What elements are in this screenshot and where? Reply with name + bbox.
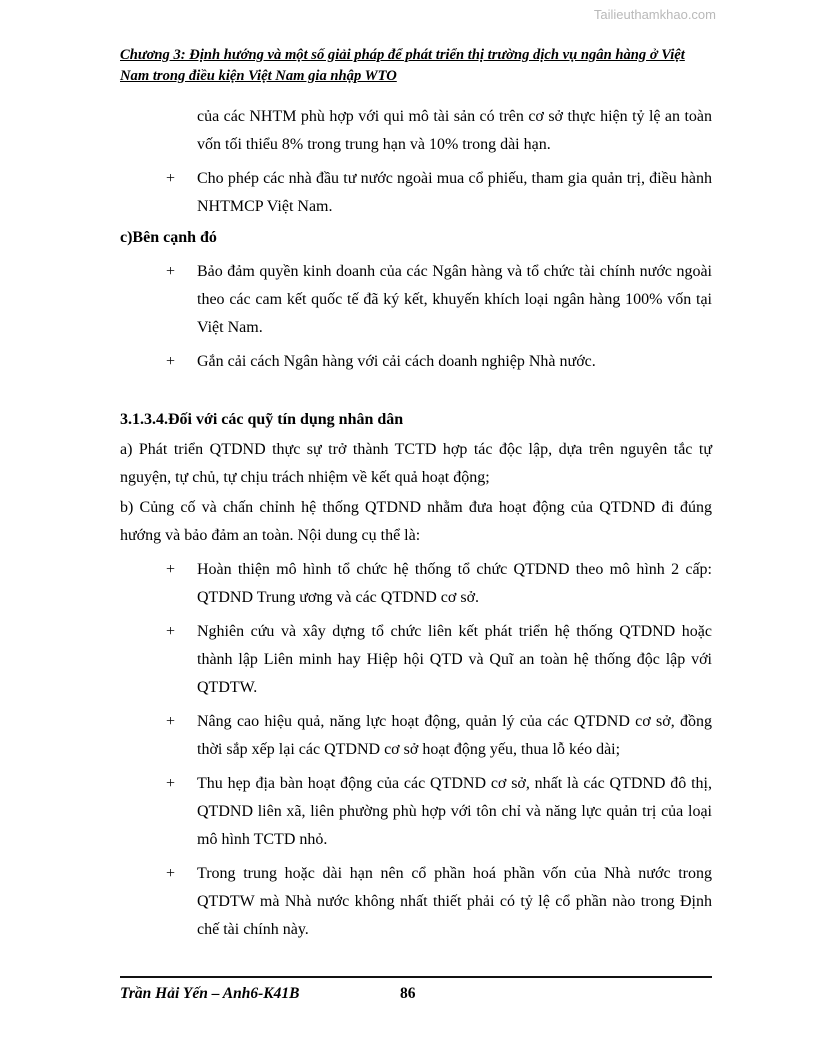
list-item bbox=[120, 618, 712, 702]
bullet-marker: + bbox=[166, 865, 176, 882]
footer-author: Trần Hải Yến – Anh6-K41B bbox=[120, 985, 300, 1002]
list-item-text: Gắn cải cách Ngân hàng với cải cách doanh nghiệp Nhà nước. bbox=[197, 353, 596, 370]
list-item bbox=[120, 165, 712, 221]
list-item-text: Hoàn thiện mô hình tổ chức hệ thống tổ chức QTDND theo mô hình 2 cấp: QTDND Trung ương và các QTDND cơ sở. bbox=[197, 561, 712, 606]
list-item bbox=[120, 770, 712, 854]
list-item bbox=[120, 708, 712, 764]
bullet-marker: + bbox=[166, 713, 176, 730]
watermark: Tailieuthamkhao.com bbox=[593, 7, 716, 22]
bullet-marker: + bbox=[166, 775, 176, 792]
page-footer bbox=[120, 976, 712, 1003]
paragraph-a: a) Phát triển QTDND thực sự trở thành TCTD hợp tác độc lập, dựa trên nguyên tắc tự nguyện, tự chủ, tự chịu trách nhiệm về kết quả hoạt động; bbox=[120, 441, 712, 486]
heading-c: c)Bên cạnh đó bbox=[120, 229, 217, 246]
chapter-running-header: Chương 3: Định hướng và một số giải pháp để phát triển thị trường dịch vụ ngân hàng ở Việt Nam trong điều kiện Việt Nam gia nhập WTO bbox=[120, 47, 685, 84]
bullet-marker: + bbox=[166, 263, 176, 280]
list-item-text: Bảo đảm quyền kinh doanh của các Ngân hàng và tổ chức tài chính nước ngoài theo các cam kết quốc tế đã ký kết, khuyến khích loại ngân hàng 100% vốn tại Việt Nam. bbox=[197, 263, 712, 336]
bullet-marker: + bbox=[166, 561, 176, 578]
page-number: 86 bbox=[400, 985, 416, 1002]
list-item-text: Cho phép các nhà đầu tư nước ngoài mua cổ phiếu, tham gia quản trị, điều hành NHTMCP Việt Nam. bbox=[197, 170, 712, 215]
list-item bbox=[120, 556, 712, 612]
bullet-marker: + bbox=[166, 170, 176, 187]
list-item bbox=[120, 348, 712, 376]
page-content bbox=[120, 45, 712, 944]
paragraph-b: b) Củng cố và chấn chỉnh hệ thống QTDND nhằm đưa hoạt động của QTDND đi đúng hướng và bảo đảm an toàn. Nội dung cụ thể là: bbox=[120, 499, 712, 544]
list-item-text: Nâng cao hiệu quả, năng lực hoạt động, quản lý của các QTDND cơ sở, đồng thời sắp xếp lại các QTDND cơ sở hoạt động yếu, thua lỗ kéo dài; bbox=[197, 713, 712, 758]
list-item bbox=[120, 258, 712, 342]
bullet-marker: + bbox=[166, 623, 176, 640]
list-item bbox=[120, 860, 712, 944]
list-item-text: Nghiên cứu và xây dựng tổ chức liên kết phát triển hệ thống QTDND hoặc thành lập Liên minh hay Hiệp hội QTD và Quĩ an toàn hệ thống độc lập với QTDTW. bbox=[197, 623, 712, 696]
list-item-text: Trong trung hoặc dài hạn nên cổ phần hoá phần vốn của Nhà nước trong QTDTW mà Nhà nước không nhất thiết phải có tỷ lệ cổ phần nào trong Định chế tài chính này. bbox=[197, 865, 712, 938]
paragraph-continuation: của các NHTM phù hợp với qui mô tài sản có trên cơ sở thực hiện tỷ lệ an toàn vốn tối thiểu 8% trong trung hạn và 10% trong dài hạn. bbox=[197, 108, 712, 153]
section-heading-3-1-3-4: 3.1.3.4.Đối với các quỹ tín dụng nhân dân bbox=[120, 411, 404, 428]
list-item-text: Thu hẹp địa bàn hoạt động của các QTDND cơ sở, nhất là các QTDND đô thị, QTDND liên xã, liên phường phù hợp với tôn chỉ và năng lực quản trị của loại mô hình TCTD nhỏ. bbox=[197, 775, 712, 848]
bullet-marker: + bbox=[166, 353, 176, 370]
